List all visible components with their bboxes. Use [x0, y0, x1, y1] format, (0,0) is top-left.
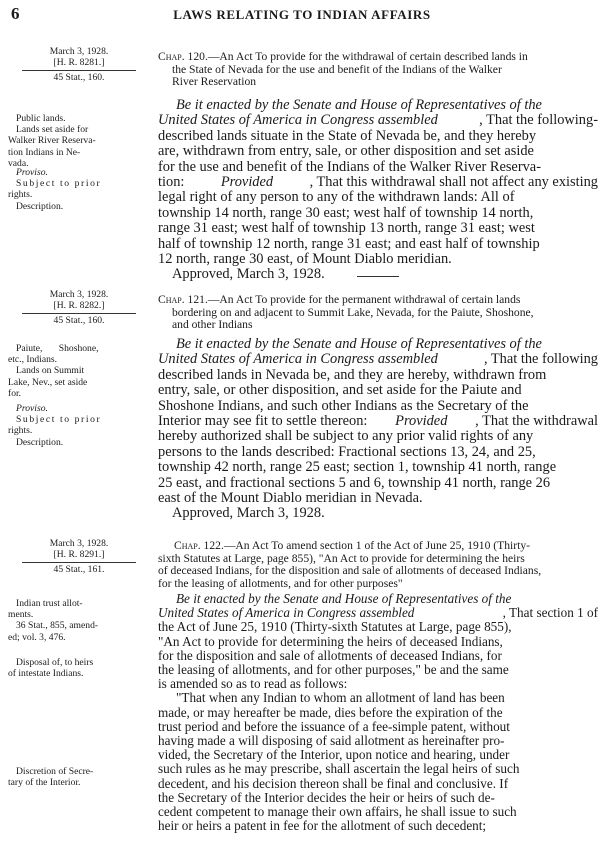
margin-notes-chapter-122: [8, 538, 150, 576]
margin-statute-citation: 45 Stat., 160.: [53, 315, 105, 327]
chapter-122-body: Be it enacted by the Senate and House of Representatives of the United States of America in Congress assembled , That section 1 of the Act of June 25, 1910 (Thirty-sixth Statutes at Large, page 855), "An Act to provide for determining the heirs of deceased Indians, for the disposition and sale of allotments of deceased Indians, for the leasing of allotments, and for other purposes," be and the same is amended so as to read as follows: "That when any Indian to whom an allotment of land has been made, or may hereafter be made, dies before the expiration of the trust period and before the issuance of a fee-simple patent, without having made a will disposing of said allotment as hereinafter pro- vided, the Secretary of the Interior, upon notice and hearing, under such rules as he may prescribe, shall ascertain the legal heirs of such decedent, and his decision thereon shall be final and conclusive. If the Secretary of the Interior decides the heir or heirs of such de- cedent competent to manage their own affairs, he shall issue to such heir or heirs a patent in fee for the allotment of such decedent;: [158, 591, 598, 834]
chapter-120-caption: Chap. 120.—An Act To provide for the withdrawal of certain described lands in the State of Nevada for the use and benefit of the Indians of the Walker River Reservation: [158, 50, 528, 89]
margin-statute-citation: 45 Stat., 160.: [53, 72, 105, 84]
chapter-121-caption: Chap. 121.—An Act To provide for the permanent withdrawal of certain lands bordering on and adjacent to Summit Lake, Nevada, for the Paiute, Shoshone, and other Indians: [158, 293, 534, 332]
margin-bill-number: [H. R. 8282.]: [53, 300, 105, 312]
margin-bill-number: [H. R. 8291.]: [53, 549, 105, 561]
margin-note-disposal: Disposal of, to heirs of intestate Indians.: [8, 657, 94, 680]
section-divider: [357, 276, 399, 277]
caption-line: 121.—An Act To provide for the permanent withdrawal of certain lands: [187, 293, 521, 306]
margin-bill-number: [H. R. 8281.]: [53, 57, 105, 69]
margin-date: March 3, 1928.: [49, 289, 109, 300]
page-number: 6: [11, 4, 20, 23]
margin-date: March 3, 1928.: [49, 538, 109, 549]
margin-note-proviso: Proviso. Subject to prior rights. Description.: [8, 403, 102, 448]
margin-rule: [22, 70, 136, 71]
chapter-122-caption: Chap. 122.—An Act To amend section 1 of the Act of June 25, 1910 (Thirty- sixth Statutes at Large, page 855), "An Act to provide for determining the heirs of deceased Indians, for the disposition and sale of allotments of deceased Indians, for the leasing of allotments, and for other purposes": [158, 539, 542, 590]
approved-line: Approved, March 3, 1928.: [172, 505, 325, 522]
chapter-121-body: Be it enacted by the Senate and House of Representatives of the United States of America in Congress assembled , That the following described lands in Nevada be, and they are hereby, withdrawn from entry, sale, or other disposition, and set aside for the Paiute and Shoshone Indians, and such other Indians as the Secretary of the Interior may see fit to settle thereon: Provided , That the withdrawal hereby authorized shall be subject to any prior valid rights of any persons to the lands described: Fractional sections 13, 24, and 25, township 42 north, range 25 east; section 1, township 41 north, range 25 east, and fractional sections 5 and 6, township 41 north, range 26 east of the Mount Diablo meridian in Nevada. Approved, March 3, 1928.: [158, 336, 598, 522]
caption-line: 120.—An Act To provide for the withdrawal of certain described lands in: [187, 50, 528, 63]
margin-note-discretion: Discretion of Secre- tary of the Interior.: [8, 766, 94, 789]
chapter-120-body: Be it enacted by the Senate and House of Representatives of the United States of America in Congress assembled , That the following- described lands situate in the State of Nevada be, and they hereby are, withdrawn from entry, sale, or other disposition and set aside for the use and benefit of the Indians of the Walker River Reserva- tion: Provided , That this withdrawal shall not affect any existing legal right of any person to any of the withdrawn lands: All of township 14 north, range 30 east; west half of township 14 north, range 31 east; west half of township 13 north, range 31 east; west half of township 12 north, range 31 east; and east half of township 12 north, range 30 east, of Mount Diablo meridian. Approved, March 3, 1928.: [158, 97, 598, 283]
running-title: LAWS RELATING TO INDIAN AFFAIRS: [173, 7, 431, 22]
margin-notes-chapter-120: [8, 46, 150, 84]
approved-line: Approved, March 3, 1928.: [172, 266, 325, 283]
margin-note-trust-allotments: Indian trust allot- ments. 36 Stat., 855, amend- ed; vol. 3, 476.: [8, 598, 99, 643]
margin-note-public-lands: Public lands. Lands set aside for Walker River Reserva- tion Indians in Ne- vada.: [8, 113, 96, 169]
margin-rule: [22, 313, 136, 314]
margin-statute-citation: 45 Stat., 161.: [53, 564, 105, 576]
margin-note-proviso: Proviso. Subject to prior rights. Description.: [8, 167, 102, 212]
margin-rule: [22, 562, 136, 563]
caption-line: 122.—An Act To amend section 1 of the Act of June 25, 1910 (Thirty-: [203, 539, 530, 552]
margin-date: March 3, 1928.: [49, 46, 109, 57]
margin-note-paiute: Paiute, Shoshone, etc., Indians. Lands on Summit Lake, Nev., set aside for.: [8, 343, 99, 399]
margin-notes-chapter-121: [8, 289, 150, 327]
